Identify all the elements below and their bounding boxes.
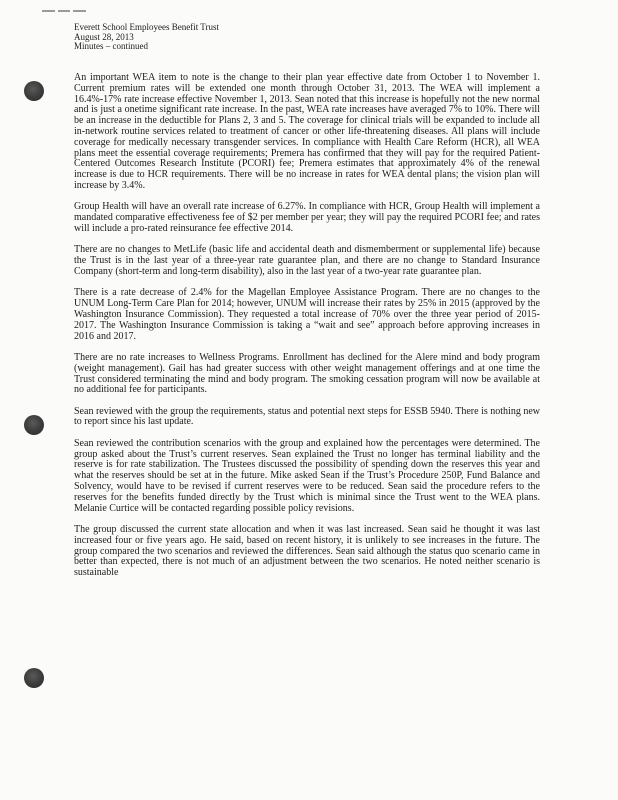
punch-hole: [24, 81, 44, 101]
paragraph-magellan-unum: There is a rate decrease of 2.4% for the Magellan Employee Assistance Program. There are no changes to the UNUM Long-Term Care Plan for 2014; however, UNUM will increase their rates by 25% in 2015 (approved by the Washington Insurance Commission). They requested a total increase of 70% over the three year period of 2015-2017. The Washington Insurance Commission is taking a “wait and see” approach before approving increases in 2016 and 2017.: [74, 287, 540, 342]
punch-hole: [24, 668, 44, 688]
paragraph-state-allocation: The group discussed the current state allocation and when it was last increased. Sean said he thought it was last increased four or five years ago. He said, based on recent history, it is unlikely to see increases in the future. The group compared the two scenarios and reviewed the differences. Sean said although the status quo scenario came in better than expected, there is not much of an adjustment between the two scenarios. He noted neither scenario is sustainable: [74, 524, 540, 579]
paragraph-metlife: There are no changes to MetLife (basic life and accidental death and dismemberment or supplemental life) because the Trust is in the last year of a three-year rate guarantee plan, and there are no change to Standard Insurance Company (short-term and long-term disability), also in the last year of a two-year rate guarantee plan.: [74, 244, 540, 277]
document-body: [74, 73, 540, 590]
paragraph-wea: An important WEA item to note is the change to their plan year effective date from October 1 to November 1. Current premium rates will be extended one month through October 31, 2013. The WEA will implement a 16.4%-17% rate increase effective November 1, 2013. Sean noted that this increase is hopefully not the new normal and is just a onetime significant rate increase. In the past, WEA rate increases have averaged 7% to 10%. There will be an increase in the deductible for Plans 2, 3 and 5. The coverage for clinical trials will be expanded to include all in-network routine services related to treatment of cancer or other life-threatening diseases. All plans will include coverage for medically necessary transgender services. In compliance with Health Care Reform (HCR), all WEA plans meet the essential coverage requirements; Premera has confirmed that they will pay for the required Patient-Centered Outcomes Research Institute (PCORI) fee; Premera estimates that approximately 4% of the renewal increase is due to HCR requirements. There will be no increase in rates for WEA dental plans; the vision plan will increase by 3.4%.: [74, 72, 540, 191]
header-org: Everett School Employees Benefit Trust: [74, 22, 219, 32]
scan-artifact-mark: [42, 10, 86, 13]
paragraph-contribution: Sean reviewed the contribution scenarios with the group and explained how the percentages were determined. The group asked about the Trust’s current reserves. Sean explained the Trust no longer has terminal liability and the reserve is for rate stabilization. The Trustees discussed the possibility of spending down the reserves this year and what the reserves should be set at in the future. Mike asked Sean if the Trust’s Procedure 250P, Fund Balance and Solvency, would have to be revised if current reserves were to be reduced. Sean said the procedure refers to the reserves for the benefits funded directly by the Trust which is minimal since the Trust went to the WEA plans. Melanie Curtice will be contacted regarding possible policy revisions.: [74, 437, 540, 514]
paragraph-wellness: There are no rate increases to Wellness Programs. Enrollment has declined for the Alere mind and body program (weight management). Gail has had greater success with other weight management offerings and at one time the Trust considered terminating the mind and body program. The smoking cessation program will now be available at no additional fee for participants.: [74, 351, 540, 396]
paragraph-group-health: Group Health will have an overall rate increase of 6.27%. In compliance with HCR, Group Health will implement a mandated comparative effectiveness fee of $2 per member per year; they will pay the required PCORI fee; and rates will include a pro-rated reinsurance fee effective 2014.: [74, 201, 540, 234]
header-date: August 28, 2013: [74, 31, 134, 42]
document-header: [74, 23, 219, 52]
header-section: Minutes – continued: [74, 41, 148, 52]
punch-hole: [24, 415, 44, 435]
paragraph-essb: Sean reviewed with the group the requirements, status and potential next steps for ESSB 5940. There is nothing new to report since his last update.: [74, 405, 540, 428]
